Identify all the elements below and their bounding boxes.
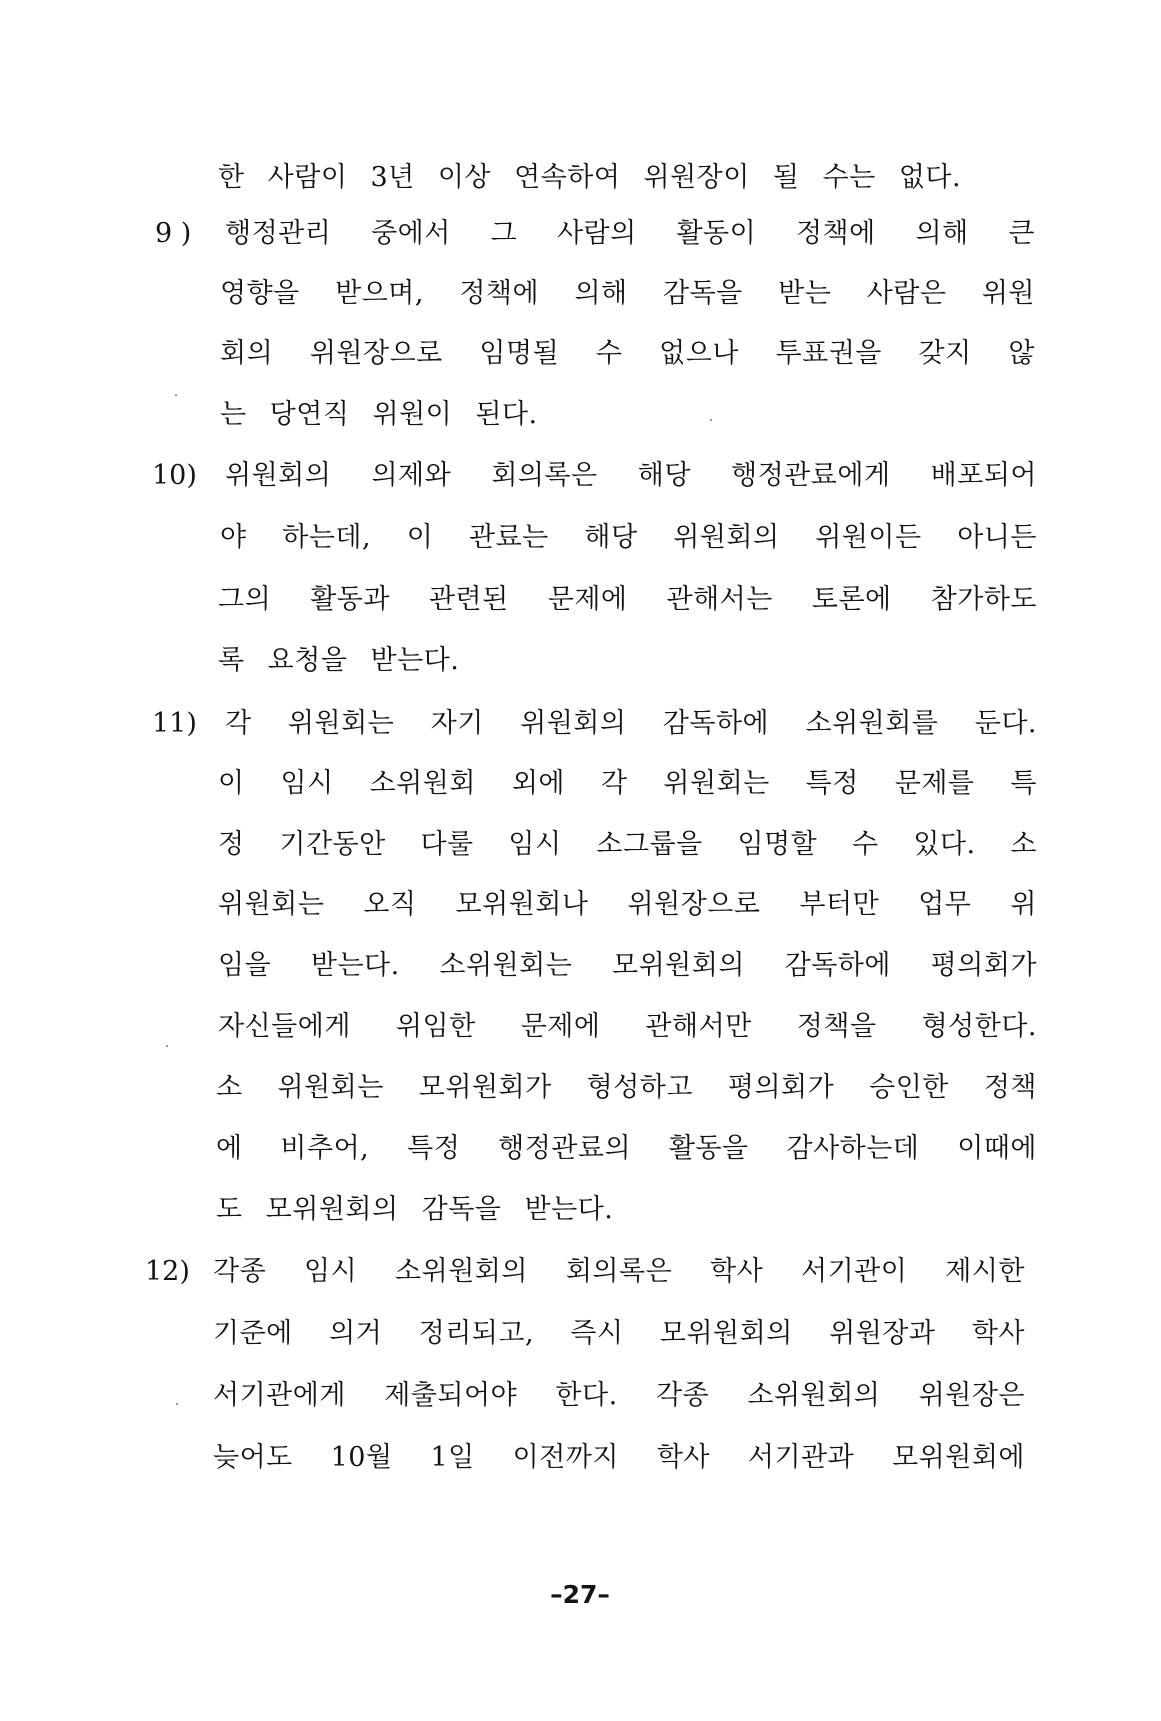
text-line: 행정관리 중에서 그 사람의 활동이 정책에 의해 큰 (225, 218, 1035, 249)
text-line: 이 임시 소위원회 외에 각 위원회는 특정 문제를 특 (218, 768, 1037, 799)
text-line: 소 위원회는 모위원회가 형성하고 평의회가 승인한 정책 (216, 1072, 1037, 1103)
item-number: 11) (152, 708, 197, 739)
scan-speck (175, 394, 177, 396)
text-line: 회의 위원장으로 임명될 수 없으나 투표권을 갖지 않 (220, 338, 1035, 369)
text-line: 영향을 받으며, 정책에 의해 감독을 받는 사람은 위원 (220, 278, 1035, 309)
text-line: 임을 받는다. 소위원회는 모위원회의 감독하에 평의회가 (218, 950, 1037, 981)
text-line: 도 모위원회의 감독을 받는다. (216, 1194, 614, 1225)
text-line: 서기관에게 제출되어야 한다. 각종 소위원회의 위원장은 (213, 1380, 1025, 1411)
text-line: 야 하는데, 이 관료는 해당 위원회의 위원이든 아니든 (220, 522, 1037, 553)
scan-speck (710, 419, 712, 421)
item-number: 12) (145, 1256, 190, 1287)
text-line: 각종 임시 소위원회의 회의록은 학사 서기관이 제시한 (213, 1256, 1025, 1287)
text-line: 위원회는 오직 모위원회나 위원장으로 부터만 업무 위 (218, 889, 1037, 920)
item-number: 10) (152, 460, 197, 491)
page-number: –27– (550, 1580, 610, 1609)
text-line: 자신들에게 위임한 문제에 관해서만 정책을 형성한다. (218, 1011, 1037, 1042)
item-number: 9 ) (155, 218, 192, 249)
scan-speck (166, 1045, 168, 1047)
text-line: 기준에 의거 정리되고, 즉시 모위원회의 위원장과 학사 (213, 1318, 1025, 1349)
text-line: 한 사람이 3년 이상 연속하여 위원장이 될 수는 없다. (218, 162, 962, 193)
scan-speck (176, 1403, 178, 1405)
text-line: 그의 활동과 관련된 문제에 관해서는 토론에 참가하도 (218, 584, 1037, 615)
text-line: 위원회의 의제와 회의록은 해당 행정관료에게 배포되어 (225, 460, 1037, 491)
text-line: 는 당연직 위원이 된다. (220, 399, 538, 430)
text-line: 늦어도 10월 1일 이전까지 학사 서기관과 모위원회에 (213, 1442, 1025, 1473)
text-line: 에 비추어, 특정 행정관료의 활동을 감사하는데 이때에 (216, 1133, 1037, 1164)
text-line: 정 기간동안 다룰 임시 소그룹을 임명할 수 있다. 소 (218, 829, 1037, 860)
text-line: 록 요청을 받는다. (218, 645, 460, 676)
text-line: 각 위원회는 자기 위원회의 감독하에 소위원회를 둔다. (225, 708, 1037, 739)
